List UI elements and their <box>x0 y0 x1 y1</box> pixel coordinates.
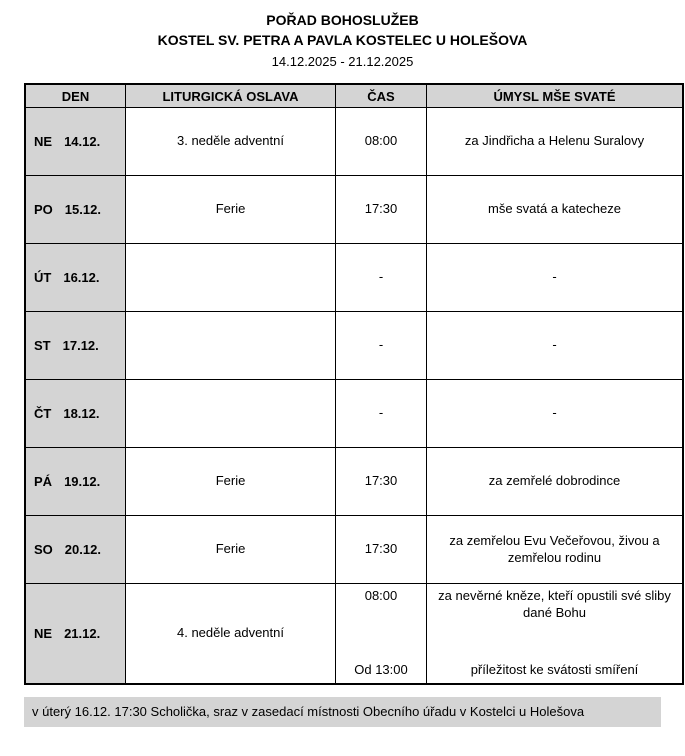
church-name: KOSTEL SV. PETRA A PAVLA KOSTELEC U HOLEŠOVA <box>157 32 528 48</box>
table-row <box>25 176 683 244</box>
time-cell <box>336 312 427 380</box>
celebration-cell <box>126 380 336 448</box>
table-header-row <box>25 84 683 108</box>
document-title: POŘAD BOHOSLUŽEB <box>266 12 419 28</box>
time-cell <box>336 584 427 684</box>
time-text: Od 13:00 <box>354 662 408 677</box>
day-abbr: NE <box>34 625 53 641</box>
day-date: 17.12. <box>62 338 99 353</box>
day-cell <box>25 380 126 448</box>
intention-text: příležitost ke svátosti smíření <box>470 662 639 677</box>
intention-text: za zemřelé dobrodince <box>488 473 621 489</box>
day-wrap <box>34 270 121 285</box>
day-date: 21.12. <box>64 625 101 641</box>
day-abbr: ČT <box>34 406 52 421</box>
day-abbr: NE <box>34 134 53 149</box>
day-abbr: SO <box>34 542 53 557</box>
intention-cell <box>427 176 684 244</box>
time-text: - <box>378 269 384 285</box>
day-wrap <box>34 542 121 557</box>
time-text: 08:00 <box>364 588 398 604</box>
table-row <box>25 516 683 584</box>
time-text: 08:00 <box>364 133 398 149</box>
intention-text: - <box>552 269 557 285</box>
celebration-cell <box>126 584 336 684</box>
intention-cell <box>427 448 684 516</box>
day-date: 15.12. <box>64 202 101 217</box>
day-date: 19.12. <box>64 474 101 489</box>
intention-text: mše svatá a katecheze <box>488 201 621 217</box>
day-date: 16.12. <box>63 270 100 285</box>
day-abbr: ÚT <box>34 270 52 285</box>
schedule-table <box>24 83 684 685</box>
day-cell <box>25 448 126 516</box>
celebration-text: Ferie <box>215 201 246 217</box>
celebration-text: 3. neděle adventní <box>177 133 284 149</box>
intention-cell <box>427 244 684 312</box>
day-wrap <box>34 406 121 421</box>
day-cell <box>25 176 126 244</box>
document-header <box>24 10 661 71</box>
day-date: 20.12. <box>64 542 101 557</box>
celebration-text: Ferie <box>215 473 246 489</box>
day-abbr: PO <box>34 202 53 217</box>
table-row <box>25 584 683 684</box>
day-wrap <box>34 134 121 149</box>
celebration-cell <box>126 176 336 244</box>
intention-cell <box>427 108 684 176</box>
celebration-cell <box>126 312 336 380</box>
column-header-1: LITURGICKÁ OSLAVA <box>126 84 336 108</box>
celebration-text: Ferie <box>215 541 246 557</box>
time-text: - <box>378 337 384 353</box>
day-date: 18.12. <box>63 406 100 421</box>
table-row <box>25 380 683 448</box>
time-cell <box>336 448 427 516</box>
day-cell <box>25 516 126 584</box>
column-header-0: DEN <box>25 84 126 108</box>
table-row <box>25 448 683 516</box>
footer-note: v úterý 16.12. 17:30 Scholička, sraz v zasedací místnosti Obecního úřadu v Kostelci u Holešova <box>24 697 661 728</box>
column-header-2: ČAS <box>336 84 427 108</box>
table-row <box>25 312 683 380</box>
day-wrap <box>34 474 121 489</box>
intention-text: za zemřelou Evu Večeřovou, živou a zemřelou rodinu <box>449 533 660 565</box>
time-cell <box>336 244 427 312</box>
time-text: 17:30 <box>364 473 398 489</box>
day-wrap <box>34 202 121 217</box>
celebration-cell <box>126 108 336 176</box>
intention-text: za nevěrné kněze, kteří opustili své sliby dané Bohu <box>438 588 671 620</box>
celebration-cell <box>126 244 336 312</box>
table-row <box>25 108 683 176</box>
time-text: - <box>378 405 384 421</box>
column-header-3: ÚMYSL MŠE SVATÉ <box>427 84 684 108</box>
time-cell <box>336 176 427 244</box>
day-date: 14.12. <box>64 134 101 149</box>
day-cell <box>25 584 126 684</box>
celebration-cell <box>126 448 336 516</box>
time-cell <box>336 108 427 176</box>
intention-text: - <box>552 405 557 421</box>
time-text: 17:30 <box>364 201 398 217</box>
day-abbr: PÁ <box>34 474 53 489</box>
time-text: 17:30 <box>364 541 398 557</box>
time-cell <box>336 380 427 448</box>
celebration-text: 4. neděle adventní <box>177 625 284 641</box>
table-row <box>25 244 683 312</box>
date-range: 14.12.2025 - 21.12.2025 <box>271 54 414 69</box>
day-cell <box>25 312 126 380</box>
intention-text: - <box>552 337 557 353</box>
time-cell <box>336 516 427 584</box>
intention-cell <box>427 584 684 684</box>
day-abbr: ST <box>34 338 51 353</box>
day-wrap <box>34 338 121 353</box>
day-cell <box>25 244 126 312</box>
intention-cell <box>427 380 684 448</box>
day-wrap <box>34 626 121 641</box>
day-cell <box>25 108 126 176</box>
intention-cell <box>427 312 684 380</box>
intention-cell <box>427 516 684 584</box>
intention-text: za Jindřicha a Helenu Suralovy <box>464 133 645 149</box>
celebration-cell <box>126 516 336 584</box>
